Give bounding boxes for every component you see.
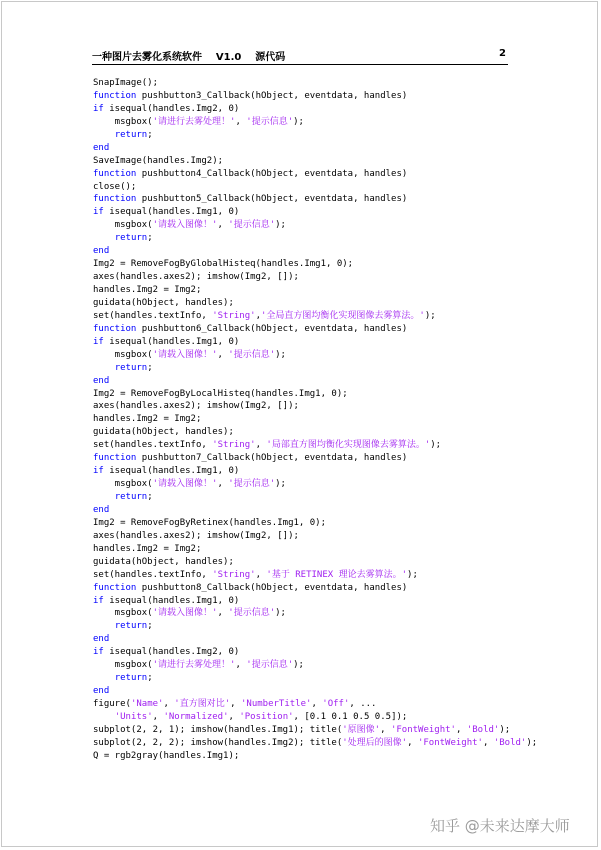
code-text: pushbutton6_Callback(hObject, eventdata, handles) (136, 323, 408, 334)
code-text: msgbox( (93, 608, 153, 619)
code-text: axes(handles.axes2); imshow(Img2, []); (93, 272, 299, 283)
code-text: isequal(handles.Img2, 0) (103, 103, 240, 114)
code-line (93, 620, 513, 633)
code-text: SnapImage(); (93, 78, 159, 88)
code-line (93, 336, 513, 349)
code-line (93, 116, 513, 129)
code-text (93, 712, 115, 722)
code-text: Img2 = RemoveFogByGlobalHisteq(handles.Img1, 0); (93, 259, 354, 270)
code-keyword: return (114, 673, 148, 684)
code-line (93, 659, 513, 672)
code-keyword: return (114, 492, 148, 502)
code-line (93, 129, 513, 142)
code-line (93, 646, 513, 659)
code-text: handles.Img2 = Img2; (93, 414, 202, 425)
code-text: isequal(handles.Img1, 0) (103, 466, 240, 477)
code-text: , ... (349, 699, 377, 709)
code-text: ; (147, 129, 153, 140)
code-line (93, 284, 513, 297)
code-line (93, 168, 513, 181)
code-text: figure( (93, 699, 131, 709)
code-text: , (235, 116, 247, 127)
code-string: '请进行去雾处理！' (152, 660, 236, 671)
code-text: Img2 = RemoveFogByLocalHisteq(handles.Img1, 0); (93, 388, 348, 399)
code-keyword: function (93, 90, 137, 101)
code-keyword: return (114, 129, 148, 140)
code-line (93, 517, 513, 530)
code-text: , (217, 608, 229, 619)
code-text: ); (526, 737, 538, 748)
code-text: ); (407, 569, 418, 580)
code-text: subplot(2, 2, 2); imshow(handles.Img2); title( (93, 737, 343, 748)
code-text: pushbutton4_Callback(hObject, eventdata, handles) (136, 168, 408, 179)
code-line (93, 245, 513, 258)
code-text: , (255, 569, 267, 580)
code-line (93, 465, 513, 478)
code-line (93, 310, 513, 323)
code-text: ; (147, 362, 153, 373)
code-text: set(handles.textInfo, (93, 310, 213, 321)
code-text: , (163, 699, 175, 709)
code-keyword: function (93, 194, 137, 205)
code-string: '局部直方图均衡化实现图像去雾算法。' (266, 440, 431, 451)
code-string: '提示信息' (246, 116, 294, 127)
code-keyword: end (93, 686, 110, 697)
code-text: guidata(hObject, handles); (93, 427, 234, 438)
code-string: 'Name' (130, 699, 164, 709)
code-line (93, 556, 513, 569)
code-text: pushbutton8_Callback(hObject, eventdata, handles) (136, 582, 408, 593)
code-line (93, 724, 513, 737)
code-keyword: return (114, 233, 148, 244)
code-text: pushbutton5_Callback(hObject, eventdata, handles) (136, 194, 408, 205)
code-line (93, 77, 513, 90)
code-string: 'FontWeight' (417, 737, 483, 748)
code-line (93, 362, 513, 375)
code-string: 'Bold' (493, 737, 527, 748)
watermark: 知乎 @未来达摩大师 (430, 817, 570, 835)
code-keyword: return (114, 362, 148, 373)
code-text: axes(handles.axes2); imshow(Img2, []); (93, 530, 299, 541)
code-text: ; (147, 673, 153, 684)
code-text: , (255, 310, 261, 321)
code-text: Img2 = RemoveFogByRetinex(handles.Img1, 0); (93, 517, 326, 528)
code-line (93, 698, 513, 711)
code-line (93, 543, 513, 556)
code-text: , (217, 349, 229, 360)
code-keyword: if (93, 466, 104, 477)
code-line (93, 90, 513, 103)
code-text: guidata(hObject, handles); (93, 297, 234, 308)
code-keyword: end (93, 504, 110, 515)
code-text: ; (147, 621, 153, 632)
code-keyword: if (93, 207, 104, 218)
code-text (93, 492, 115, 502)
code-keyword: if (93, 103, 104, 114)
code-text: , (217, 479, 229, 490)
code-keyword: end (93, 142, 110, 153)
code-text: , (380, 724, 391, 735)
code-line (93, 737, 538, 750)
code-text: , (217, 220, 229, 231)
code-string: '处理后的图像' (342, 737, 408, 748)
code-text: msgbox( (93, 116, 153, 127)
code-string: 'Normalized' (163, 711, 229, 722)
code-text: isequal(handles.Img2, 0) (103, 647, 240, 658)
page-number: 2 (499, 48, 506, 59)
code-line (93, 672, 513, 685)
code-text: msgbox( (93, 479, 153, 490)
code-text: handles.Img2 = Img2; (93, 285, 202, 295)
code-text: , (235, 660, 247, 671)
code-line (93, 491, 513, 504)
code-text: ); (424, 310, 436, 321)
code-string: '提示信息' (246, 660, 294, 671)
code-string: '提示信息' (228, 349, 276, 360)
code-string: '直方图对比' (174, 699, 231, 709)
code-line (93, 452, 513, 465)
code-text (93, 233, 115, 243)
code-text: ); (499, 724, 511, 735)
code-line (93, 271, 513, 284)
code-text: , (152, 711, 164, 722)
code-line (93, 439, 513, 452)
code-line (93, 582, 513, 595)
code-string: 'String' (212, 440, 256, 451)
code-string: 'NumberTitle' (240, 699, 312, 709)
code-text: ); (275, 608, 286, 619)
code-text: ); (275, 220, 286, 231)
code-line (93, 711, 513, 724)
code-string: '全局直方图均衡化实现图像去雾算法。' (261, 310, 425, 321)
code-line (93, 103, 513, 116)
code-text: msgbox( (93, 660, 153, 671)
code-line (93, 258, 513, 271)
code-keyword: function (93, 323, 137, 334)
code-keyword: function (93, 168, 137, 179)
page-header (92, 46, 508, 65)
code-line (93, 219, 513, 232)
code-text: , [0.1 0.1 0.5 0.5]); (293, 711, 408, 722)
code-text: ); (293, 660, 304, 671)
code-text (93, 363, 115, 373)
code-text: set(handles.textInfo, (93, 569, 213, 580)
code-line (93, 388, 513, 401)
code-line (93, 193, 513, 206)
code-string: 'Position' (239, 711, 294, 722)
code-text: , (311, 699, 323, 709)
code-string: '请进行去雾处理！' (152, 116, 236, 127)
code-text: isequal(handles.Img1, 0) (103, 207, 240, 218)
code-text (93, 621, 115, 631)
code-keyword: end (93, 375, 110, 386)
code-text: close(); (93, 181, 137, 192)
code-string: '请载入图像！' (152, 349, 218, 360)
code-text: ); (430, 440, 442, 451)
code-string: 'FontWeight' (390, 724, 456, 735)
code-line (93, 607, 513, 620)
code-keyword: end (93, 634, 110, 645)
code-string: 'String' (212, 310, 256, 321)
code-text: isequal(handles.Img1, 0) (103, 595, 240, 606)
code-keyword: if (93, 336, 104, 347)
code-text: ; (147, 233, 153, 244)
code-text: , (230, 699, 241, 709)
code-text (93, 130, 115, 140)
code-line (93, 595, 513, 608)
code-line (93, 413, 513, 426)
code-string: '提示信息' (228, 479, 276, 490)
code-string: '请载入图像！' (152, 479, 218, 490)
code-line (93, 530, 513, 543)
code-text: axes(handles.axes2); imshow(Img2, []); (93, 401, 299, 412)
code-line (93, 349, 513, 362)
code-text: isequal(handles.Img1, 0) (103, 336, 240, 347)
code-keyword: end (93, 246, 110, 257)
code-text: ); (293, 116, 304, 127)
code-line (93, 750, 513, 763)
code-string: '请载入图像！' (152, 220, 218, 231)
code-string: '提示信息' (228, 608, 276, 619)
code-text: msgbox( (93, 349, 153, 360)
code-line (93, 569, 513, 582)
code-line (93, 633, 513, 646)
code-line (93, 375, 513, 388)
code-line (93, 685, 513, 698)
code-text: pushbutton3_Callback(hObject, eventdata, handles) (136, 90, 408, 101)
code-keyword: return (114, 621, 148, 632)
code-keyword: function (93, 582, 137, 593)
code-line (93, 155, 513, 168)
code-text: SaveImage(handles.Img2); (93, 155, 224, 166)
code-text: Q = rgb2gray(handles.Img1); (93, 750, 240, 761)
code-text (93, 673, 115, 683)
code-text: pushbutton7_Callback(hObject, eventdata, handles) (136, 453, 408, 464)
code-text: handles.Img2 = Img2; (93, 543, 202, 554)
code-string: 'String' (212, 569, 256, 580)
code-keyword: function (93, 453, 137, 464)
code-line (93, 297, 513, 310)
code-line (93, 400, 513, 413)
code-string: 'Units' (114, 711, 153, 722)
code-text: , (255, 440, 267, 451)
code-text: guidata(hObject, handles); (93, 556, 234, 567)
code-text: , (407, 737, 418, 748)
code-string: '原图像' (342, 724, 381, 735)
code-string: '基于 RETINEX 理论去雾算法。' (266, 569, 408, 580)
code-line (93, 426, 513, 439)
code-text: ); (275, 479, 286, 490)
code-string: '提示信息' (228, 220, 276, 231)
code-text: , (455, 724, 467, 735)
code-string: 'Bold' (466, 724, 500, 735)
code-string: '请载入图像！' (152, 608, 218, 619)
code-keyword: if (93, 595, 104, 606)
code-line (93, 142, 513, 155)
code-line (93, 478, 513, 491)
code-text: set(handles.textInfo, (93, 440, 213, 451)
code-keyword: if (93, 647, 104, 658)
code-text: ; (147, 492, 153, 502)
code-string: 'Off' (322, 699, 350, 709)
code-line (93, 181, 513, 194)
code-line (93, 504, 513, 517)
code-text: subplot(2, 2, 1); imshow(handles.Img1); title( (93, 724, 343, 735)
code-line (93, 206, 513, 219)
code-line (93, 232, 513, 245)
code-text: ); (275, 349, 286, 360)
document-title: 一种图片去雾化系统软件 V1.0 源代码 (92, 52, 286, 63)
code-line (93, 323, 513, 336)
code-block (93, 77, 538, 763)
code-text: , (228, 711, 240, 722)
code-text: , (482, 737, 494, 748)
code-text: msgbox( (93, 220, 153, 231)
